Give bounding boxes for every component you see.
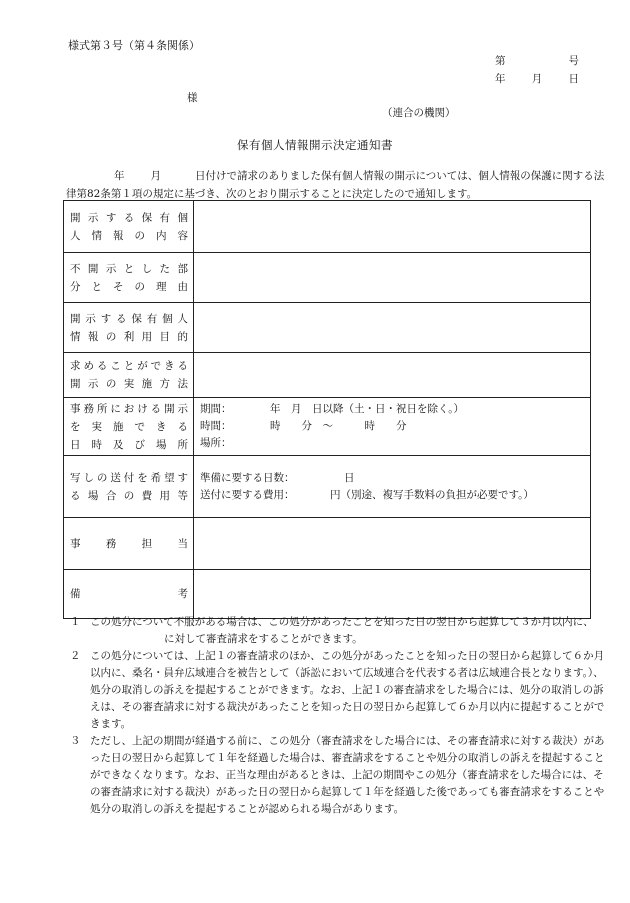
prep-days-key: 準備に要する日数： xyxy=(200,471,295,484)
note-item xyxy=(70,648,606,733)
note-text-after: に対して審査請求をすることができます。 xyxy=(164,633,363,645)
row-label-purpose xyxy=(64,303,194,353)
label-line: 開 示 す る 保 有 個 xyxy=(70,211,188,224)
time-key: 時間： xyxy=(200,420,232,432)
number-prefix: 第 xyxy=(495,55,506,67)
label-line: 情 報 の 利 用 目 的 xyxy=(70,330,188,343)
note-text xyxy=(90,614,606,648)
label-line: 開 示 の 実 施 方 法 xyxy=(70,378,188,390)
label-line: 写 し の 送 付 を 希 望 す xyxy=(70,471,188,484)
period-value: 年 月 日以降（土・日・祝日を除く。） xyxy=(270,403,465,415)
prep-days-line xyxy=(200,470,584,487)
note-number: ３ xyxy=(70,735,81,747)
document-number xyxy=(495,54,579,69)
row-label-method xyxy=(64,353,194,398)
table-row xyxy=(64,518,591,570)
note-number: １ xyxy=(70,616,81,628)
row-label-remarks xyxy=(64,570,194,619)
label-line: を 実 施 で き る xyxy=(70,420,188,433)
table-row xyxy=(64,570,591,619)
value-staff xyxy=(194,518,591,570)
intro-month: 月 xyxy=(150,170,161,182)
value-method xyxy=(194,353,591,398)
date-day: 日 xyxy=(568,73,579,85)
period-key: 期間： xyxy=(200,403,232,415)
document-date xyxy=(495,72,579,87)
note-number: ２ xyxy=(70,650,81,662)
form-label: 様式第３号（第４条関係） xyxy=(68,39,200,52)
disclosure-table xyxy=(63,200,591,619)
value-purpose xyxy=(194,303,591,353)
table-row xyxy=(64,303,591,353)
date-year: 年 xyxy=(495,73,506,85)
issuer: （連合の機関） xyxy=(382,107,456,119)
label-line: 人 情 報 の 内 容 xyxy=(70,229,188,242)
label-line: る 場 合 の 費 用 等 xyxy=(70,489,188,502)
note-text-before: この処分について不服がある場合は、この処分があったことを知った日の翌日から起算して３か月以内に、 xyxy=(90,616,594,628)
value-content xyxy=(194,201,591,253)
label-line: 求 め る こ と が で き る xyxy=(70,360,188,372)
page-title: 保有個人情報開示決定通知書 xyxy=(237,138,393,152)
intro-year: 年 xyxy=(114,170,125,182)
value-copy-cost xyxy=(194,456,591,518)
label-line: 備 考 xyxy=(70,588,188,600)
place-key: 場所： xyxy=(200,437,232,449)
shipping-cost-key: 送付に要する費用： xyxy=(200,488,295,501)
table-row xyxy=(64,456,591,518)
value-nondisclosure xyxy=(194,253,591,303)
row-label-content xyxy=(64,201,194,253)
label-line: 事 務 所 に お け る 開 示 xyxy=(70,402,188,415)
intro-text: 日付けで請求のありました保有個人情報の開示については、個人情報の保護に関する法律第82条第１項の規定に基づき、次のとおり開示することに決定したので通知します。 xyxy=(66,170,605,200)
row-label-staff xyxy=(64,518,194,570)
row-label-schedule xyxy=(64,398,194,456)
note-item xyxy=(70,733,606,818)
label-line: 開 示 す る 保 有 個 人 xyxy=(70,312,188,325)
intro-paragraph xyxy=(66,167,606,203)
label-line: 日 時 及 び 場 所 xyxy=(70,438,188,451)
note-item xyxy=(70,614,606,648)
value-schedule xyxy=(194,398,591,456)
period-line xyxy=(200,401,584,418)
prep-days-value: 日 xyxy=(344,471,355,484)
date-month: 月 xyxy=(531,73,543,85)
notes-section xyxy=(70,614,606,818)
time-value: 時 分 ～ 時 分 xyxy=(270,420,407,432)
row-label-nondisclosure xyxy=(64,253,194,303)
row-label-copy-cost xyxy=(64,456,194,518)
value-remarks xyxy=(194,570,591,619)
note-text: ただし、上記の期間が経過する前に、この処分（審査請求をした場合には、その審査請求に対する裁決）があった日の翌日から起算して１年を経過した場合は、審査請求をすることや処分の取消しの訴えを提起することができなくなります。なお、正当な理由があるときは、上記の期間やこの処分（審査請求をした場合には、その審査請求に対する裁決）があった日の翌日から起算して１年を経過した後であっても審査請求をすることや処分の取消しの訴えを提起することが認められる場合があります。 xyxy=(90,735,605,815)
number-suffix: 号 xyxy=(568,55,579,67)
place-line xyxy=(200,435,584,452)
table-row xyxy=(64,253,591,303)
shipping-cost-line xyxy=(200,487,584,504)
label-line: 事 務 担 当 xyxy=(70,537,188,550)
table-row xyxy=(64,353,591,398)
shipping-cost-value: 円（別途、複写手数料の負担が必要です。） xyxy=(330,488,534,501)
note-text: この処分については、上記１の審査請求のほか、この処分があったことを知った日の翌日から起算して６か月以内に、桑名・員弁広域連合を被告として（訴訟において広域連合を代表する者は広域連合長となります。）、処分の取消しの訴えを提起することができます。なお、上記１の審査請求をした場合には、処分の取消しの訴えは、その審査請求に対する裁決があったことを知った日の翌日から起算して６か月以内に提起することができます。 xyxy=(90,650,605,730)
table-row xyxy=(64,201,591,253)
addressee: 様 xyxy=(187,92,198,104)
label-line: 不 開 示 と し た 部 xyxy=(70,262,188,275)
time-line xyxy=(200,418,584,435)
label-line: 分 と そ の 理 由 xyxy=(70,280,188,293)
table-row xyxy=(64,398,591,456)
